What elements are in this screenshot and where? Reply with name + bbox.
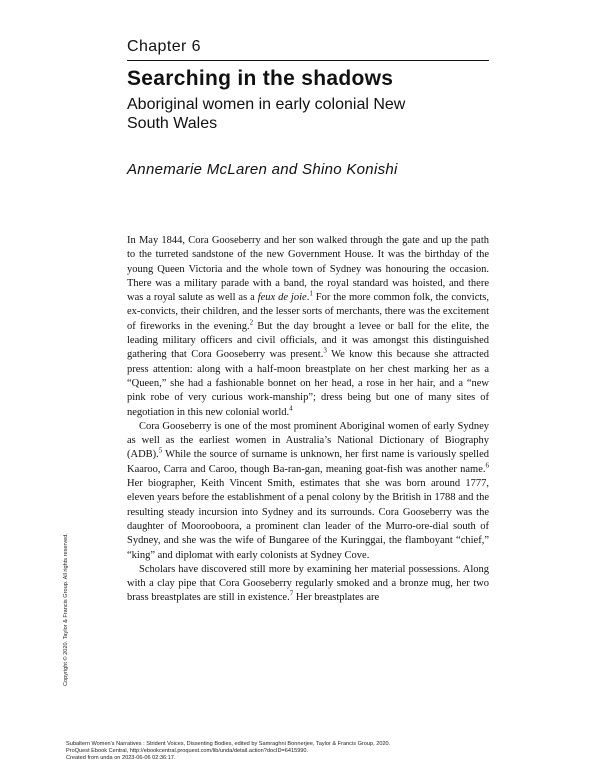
footnote-ref-6[interactable]: 6 [485,461,489,470]
paragraph-3 [127,563,489,606]
p2-text-1: Cora Gooseberry is one of the most prominent Aboriginal women of early Sydney as well as the earliest women in Australia’s National Dictionary of Biography (ADB). [127,420,489,461]
p2-text-3: Her biographer, Keith Vincent Smith, estimates that she was born around 1777, eleven years before the establishment of a penal colony by the British in 1788 and the resulting steady incursion into Sydney and its surrounds. Cora Gooseberry was the daughter of Moorooboora, a prominent clan leader of the Murro-ore-dial south of Sydney, and she was the wife of Bungaree of the Kuringgai, the flamboyant “chief,” “king” and diplomat with early colonists at Sydney Cove. [127,478,489,561]
chapter-label: Chapter 6 [127,38,201,55]
page-footer [66,741,536,762]
p3-text-2: Her breastplates are [293,592,380,604]
body-text [127,234,489,606]
footnote-ref-3[interactable]: 3 [323,346,327,355]
chapter-subtitle: Aboriginal women in early colonial New South Wales [127,96,406,132]
p1-text-2: For the more common folk, the convicts, ex-convicts, their children, and the lesser sorts of merchants, there was the excitement of fireworks in the evening. [127,292,489,332]
footer-created: Created from unda on 2023-06-06 02:36:17. [66,755,176,761]
footnote-ref-5[interactable]: 5 [158,446,163,455]
chapter-title: Searching in the shadows [127,67,394,90]
paragraph-2 [127,420,489,563]
p1-text-1: In May 1844, Cora Gooseberry and her son walked through the gate and up the path to the turreted sandstone of the new Government House. It was the birthday of the young Queen Victoria and the whole town of Sydney was honouring the occasion. There was a military parade with a band, the royal standard was hoisted, and there was a royal salute as well as a [127,235,489,304]
paragraph-1 [127,234,489,420]
p2-text-2: While the source of surname is unknown, her first name is variously spelled Kaaroo, Carra and Caroo, though Ba-ran-gan, meaning goat-fish was another name. [127,449,489,475]
footer-source-link[interactable]: ProQuest Ebook Central, http://ebookcentral.proquest.com/lib/unda/detail.action?docID=6415990. [66,748,309,754]
p3-text-1: Scholars have discovered still more by examining her material possessions. Along with a clay pipe that Cora Gooseberry regularly smoked and a bronze mug, her two brass breastplates are still in existence. [127,563,489,604]
copyright-notice: Copyright © 2020. Taylor & Francis Group. All rights reserved. [63,533,69,686]
chapter-authors: Annemarie McLaren and Shino Konishi [127,161,398,178]
footnote-ref-2[interactable]: 2 [249,318,254,327]
p1-text-4: We know this because she attracted press attention: along with a half-moon breastplate on her chest marking her as a “Queen,” she had a fashionable bonnet on her head, a rose in her hair, and a “new pink robe of very curious work-manship”; dress being but one of many sites of negotiation in this new colonial world. [127,349,489,418]
footnote-ref-7[interactable]: 7 [289,589,294,598]
p1-period: . [306,292,310,304]
p1-text-3: But the day brought a levee or ball for the elite, the leading military officers and civil officials, and it was amongst this distinguished gathering that Cora Gooseberry was present. [127,320,489,361]
footer-citation: Subaltern Women's Narratives : Strident Voices, Dissenting Bodies, edited by Samraghni Bonnerjee, Taylor & Francis Group, 2020. [66,741,391,747]
footnote-ref-1[interactable]: 1 [309,289,313,298]
chapter-divider [127,60,489,61]
footnote-ref-4[interactable]: 4 [289,404,293,413]
p1-italic-term: feux de joie [257,292,307,304]
